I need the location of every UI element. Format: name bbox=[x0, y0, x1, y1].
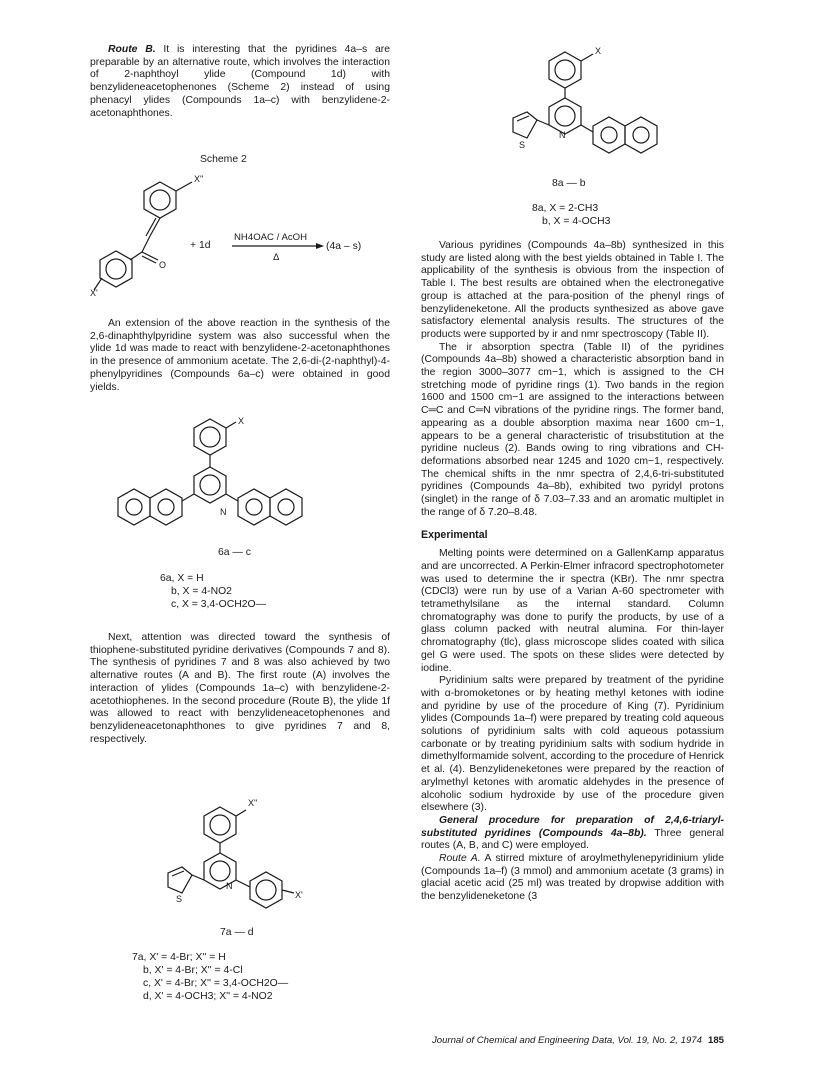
paragraph-route-a: Route A. A stirred mixture of aroylmethylenepyridinium ylide (Compounds 1a–f) (3 mmol) and ammonium acetate (3 grams) in glacial acetic acid (25 ml) was treated by dropwise addition with the benzylideneketone (3 bbox=[421, 853, 724, 903]
paragraph-yields: Various pyridines (Compounds 4a–8b) synthesized in this study are listed along with the best yields obtained in Table I. The applicability of the synthesis is obvious from the inspection of Table I. The best results are obtained when the electronegative group is attached at the para-position of the phenyl rings of benzylideneketone. All the products synthesized as above gave satisfactory elemental analysis results. The structures of the products were supported by ir and nmr spectroscopy (Table II). bbox=[421, 240, 724, 340]
scheme-x1-label: X' bbox=[90, 288, 98, 298]
experimental-heading: Experimental bbox=[421, 529, 488, 542]
scheme-plus-1d: + 1d bbox=[190, 240, 211, 251]
paragraph-melting-points: Melting points were determined on a GallenKamp apparatus and are uncorrected. A Perkin-Elmer infracord spectrophotometer was used to determine the ir spectra (KBr). The nmr spectra (CDCl3) were run by use of a Varian A-60 spectrometer with tetramethylsilane as the internal standard. Column chromatography was done to purify the products, by use of a glass column packed with neutral alumina. For thin-layer chromatography (tlc), glass microscope slides coated with silica gel G were used. The spots on these slides were detected by iodine. bbox=[421, 548, 724, 674]
struct6-x-label: X bbox=[238, 416, 245, 426]
structure-6 bbox=[150, 415, 330, 530]
scheme-x2-label: X'' bbox=[194, 174, 204, 184]
struct7-x2-label: X'' bbox=[248, 798, 258, 808]
scheme-reagent: NH4OAC / AcOH bbox=[234, 232, 308, 243]
scheme-oxygen-label: O bbox=[159, 260, 167, 270]
list7-item-2: c, X' = 4-Br; X'' = 3,4-OCH2O— bbox=[143, 978, 289, 989]
struct6-n-label: N bbox=[220, 507, 227, 517]
scheme-product: (4a – s) bbox=[326, 241, 362, 252]
list6-item-1: b, X = 4-NO2 bbox=[171, 586, 232, 597]
list7-item-0: 7a, X' = 4-Br; X'' = H bbox=[132, 952, 226, 963]
structure-7 bbox=[160, 793, 310, 911]
struct8-s-label: S bbox=[519, 140, 526, 150]
route-b-paragraph bbox=[90, 44, 390, 120]
list7-item-1: b, X' = 4-Br; X'' = 4-Cl bbox=[143, 965, 243, 976]
struct7-x1-label: X' bbox=[295, 890, 303, 900]
struct7-s-label: S bbox=[176, 894, 183, 904]
struct8-x-label: X bbox=[595, 46, 602, 56]
scheme-2-title: Scheme 2 bbox=[200, 154, 247, 165]
right-body-text bbox=[421, 240, 724, 904]
label-8a-b: 8a — b bbox=[552, 178, 586, 189]
scheme-2-structure bbox=[90, 168, 390, 298]
journal-citation: Journal of Chemical and Engineering Data, Vol. 19, No. 2, 1974 bbox=[431, 1035, 702, 1046]
route-b-title: Route B. bbox=[108, 44, 156, 55]
extension-paragraph: An extension of the above reaction in the synthesis of the 2,6-dinaphthylpyridine system was also successful when the ylide 1d was made to react with benzylidene-2-acetonaphthones in the presence of ammonium acetate. The 2,6-di-(2-naphthyl)-4-phenylpyridines (Compounds 6a–c) were obtained in good yields. bbox=[90, 318, 390, 393]
list8-item-0: 8a, X = 2-CH3 bbox=[532, 203, 599, 214]
struct8-n-label: N bbox=[559, 130, 566, 140]
page-footer bbox=[421, 1035, 724, 1046]
page-number: 185 bbox=[707, 1035, 724, 1046]
scheme-delta: Δ bbox=[273, 252, 280, 263]
label-6a-c: 6a — c bbox=[218, 547, 251, 558]
structure-8 bbox=[505, 38, 675, 158]
paragraph-ir: The ir absorption spectra (Table II) of the pyridines (Compounds 4a–8b) showed a characteristic absorption band in the region 3000–3077 cm−1, which is assigned to the CH stretching mode of pyridine rings (1). Two bands in the region 1600 and 1500 cm−1 are assigned to the interactions between C═C and C═N vibrations of the pyridine rings. The former band, appearing as a double absorption maxima near 1600 cm−1, appears to be a general characteristic of trisubstitution at the pyridine nucleus (2). Bands owing to ring vibrations and CH-deformations absorbed near 1245 and 1020 cm−1, respectively. The chemical shifts in the nmr spectra of 2,4,6-tri-substituted pyridines (Compounds 4a–8b), exhibited two pyridyl protons (singlet) in the range of δ 7.03–7.33 and an aromatic multiplet in the range of δ 7.20–8.48. bbox=[421, 341, 724, 518]
list7-item-3: d, X' = 4-OCH3; X'' = 4-NO2 bbox=[143, 991, 273, 1002]
list8-item-1: b, X = 4-OCH3 bbox=[542, 216, 611, 227]
label-7a-d: 7a — d bbox=[220, 927, 254, 938]
struct7-n-label: N bbox=[226, 881, 233, 891]
paragraph-general-procedure: General procedure for preparation of 2,4,6-triaryl-substituted pyridines (Compounds 4a–8b). Three general routes (A, B, and C) were employed. bbox=[421, 814, 724, 852]
list6-item-2: c, X = 3,4-OCH2O— bbox=[171, 599, 266, 610]
route-b-text: It is interesting that the pyridines 4a–s are preparable by an alternative route, which involves the interaction of 2-naphthoyl ylide (Compound 1d) with benzylideneacetophenones (Scheme 2) instead of using phenacyl ylides (Compounds 1a–c) with benzylidene-2-acetonaphthones. bbox=[90, 44, 390, 119]
thiophene-paragraph: Next, attention was directed toward the synthesis of thiophene-substituted pyridine derivatives (Compounds 7 and 8). The synthesis of pyridines 7 and 8 was also achieved by two alternative routes (A and B). The first route (A) involves the interaction of ylides (Compounds 1a–c) with benzylidene-2-acetothiophenes. In the second procedure (Route B), the ylide 1f was allowed to react with benzylideneacetophenones and benzylideneacetonaphthones to give pyridines 7 and 8, respectively. bbox=[90, 632, 390, 745]
list6-item-0: 6a, X = H bbox=[160, 573, 204, 584]
paragraph-pyridinium-salts: Pyridinium salts were prepared by treatment of the pyridine with α-bromoketones or by heating methyl ketones with iodine and pyridine by use of the procedure of King (7). Pyridinium ylides (Compounds 1a–f) were prepared by treating cold aqueous solutions of pyridinium salts with cold aqueous potassium carbonate or by treating pyridinium salts with sodium hydride in dimethylformamide solvent, according to the procedure of Henrick et al. (4). Benzylideneketones were prepared by the reaction of arylmethyl ketones with aromatic aldehydes in the presence of alcoholic sodium hydroxide by use of the procedure given elsewhere (3). bbox=[421, 675, 724, 814]
